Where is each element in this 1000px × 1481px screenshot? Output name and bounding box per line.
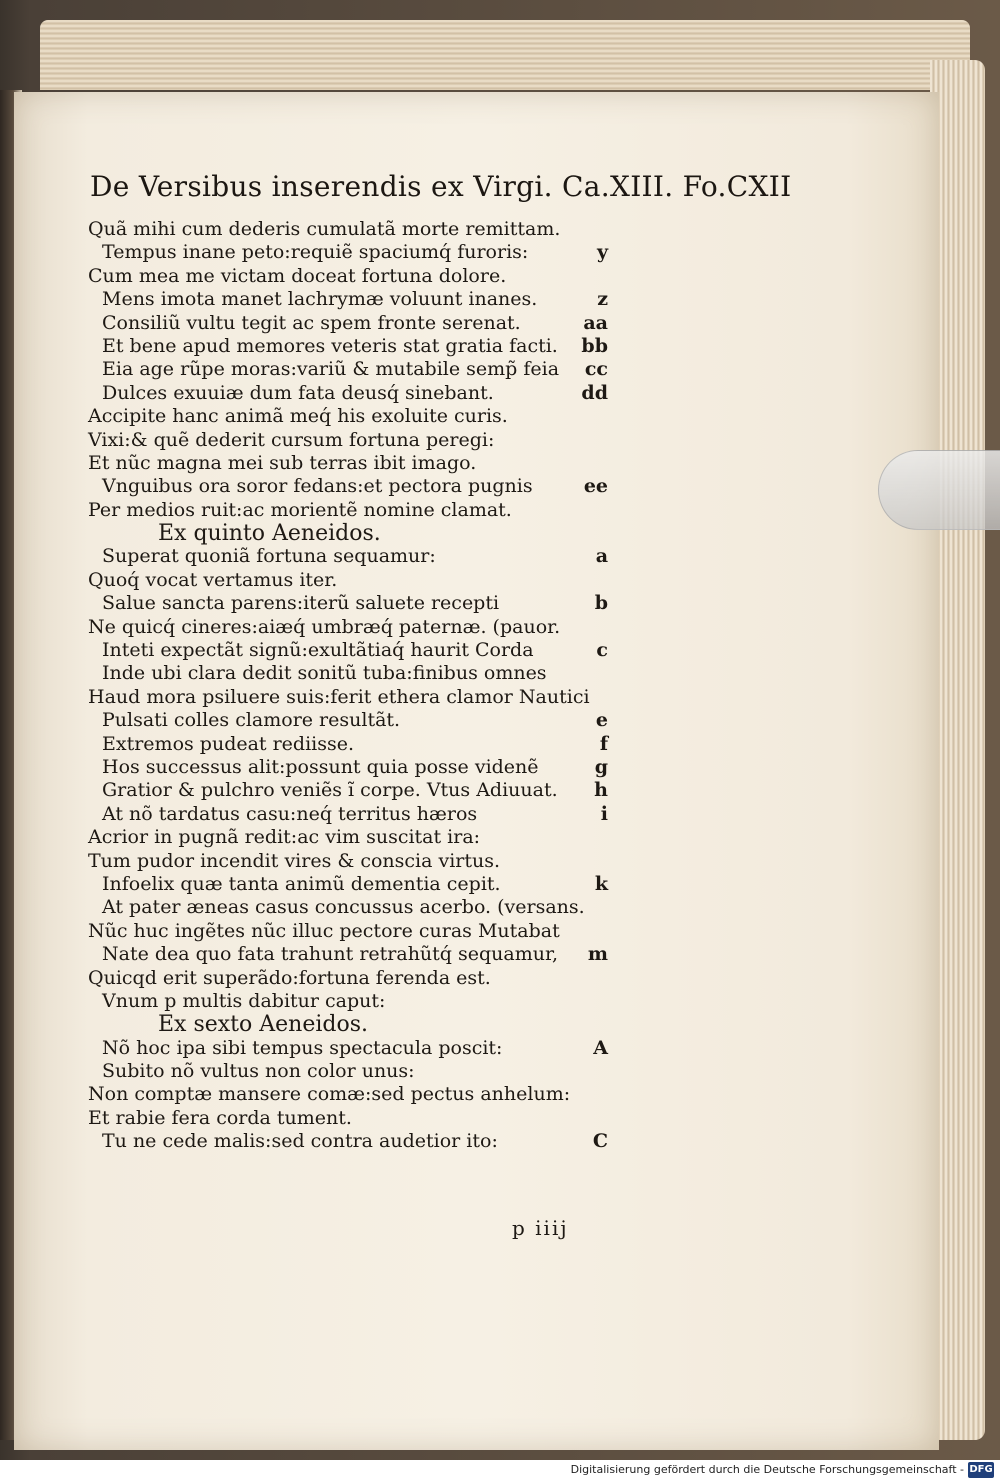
verse-text: Accipite hanc animã meq́ his exoluite curis. bbox=[88, 405, 508, 428]
verse-text: Dulces exuuiæ dum fata deusq́ sinebant. bbox=[102, 381, 494, 404]
verse-lines bbox=[88, 218, 608, 1154]
verse-line bbox=[88, 662, 608, 685]
verse-text: Inteti expectãt signũ:exultãtiaq́ haurit Corda bbox=[102, 639, 534, 662]
verse-line bbox=[88, 686, 608, 709]
margin-note: A bbox=[593, 1036, 608, 1059]
verse-text: Non comptæ mansere comæ:sed pectus anhelum: bbox=[88, 1083, 571, 1106]
verse-line bbox=[88, 920, 608, 943]
verse-line bbox=[88, 265, 608, 288]
margin-note: z bbox=[597, 288, 608, 311]
margin-note: f bbox=[599, 732, 608, 755]
verse-text: Et bene apud memores veteris stat gratia facti. bbox=[102, 334, 558, 357]
verse-line bbox=[88, 499, 608, 522]
margin-note: ee bbox=[583, 475, 608, 498]
margin-note: dd bbox=[581, 381, 608, 404]
margin-note: e bbox=[595, 709, 608, 732]
section-heading bbox=[88, 1013, 608, 1036]
verse-text: Superat quoniã fortuna sequamur: bbox=[102, 545, 436, 568]
verse-text: At nõ tardatus casu:neq́ territus hæros bbox=[102, 802, 478, 825]
margin-note: h bbox=[594, 779, 608, 802]
verse-text: Vnguibus ora soror fedans:et pectora pugnis bbox=[102, 475, 533, 498]
verse-text: Nate dea quo fata trahunt retrahũtq́ sequamur, bbox=[102, 943, 559, 966]
verse-text: Gratior & pulchro veniẽs ĩ corpe. Vtus Adiuuat. bbox=[102, 779, 558, 802]
margin-note: c bbox=[596, 639, 608, 662]
verse-text: Ne quicq́ cineres:aiæq́ umbræq́ paternæ. (pauor. bbox=[88, 615, 561, 638]
verse-line bbox=[88, 779, 608, 802]
margin-note: m bbox=[587, 943, 608, 966]
verse-text: Cum mea me victam doceat fortuna dolore. bbox=[88, 264, 507, 287]
verse-text: Extremos pudeat rediisse. bbox=[102, 732, 355, 755]
verse-line bbox=[88, 1060, 608, 1083]
verse-line bbox=[88, 1037, 608, 1060]
verse-text: Tum pudor incendit vires & conscia virtus. bbox=[88, 849, 501, 872]
verse-line bbox=[88, 569, 608, 592]
verse-text: Vnum p multis dabitur caput: bbox=[102, 989, 386, 1012]
verse-line bbox=[88, 288, 608, 311]
verse-line bbox=[88, 358, 608, 381]
verse-text: Nõ hoc ipa sibi tempus spectacula poscit: bbox=[102, 1036, 503, 1059]
verse-text: At pater æneas casus concussus acerbo. (versans. bbox=[102, 896, 585, 919]
verse-text: Eia age rũpe moras:variũ & mutabile semp̃ feia bbox=[102, 358, 560, 381]
verse-text: Et nũc magna mei sub terras ibit imago. bbox=[88, 451, 477, 474]
margin-note: g bbox=[594, 755, 608, 778]
verse-line bbox=[88, 382, 608, 405]
verse-text: Acrior in pugnã redit:ac vim suscitat ira: bbox=[88, 826, 481, 849]
verse-text: Pulsati colles clamore resultãt. bbox=[102, 709, 401, 732]
verse-text: Et rabie fera corda tument. bbox=[88, 1106, 352, 1129]
page-clamp bbox=[878, 450, 1000, 530]
verse-line bbox=[88, 639, 608, 662]
section-heading bbox=[88, 522, 608, 545]
verse-text: Ex sexto Aeneidos. bbox=[158, 1012, 368, 1038]
margin-note: b bbox=[594, 592, 608, 615]
signature-mark: p iiij bbox=[512, 1216, 569, 1240]
verse-line bbox=[88, 1130, 608, 1153]
verse-line bbox=[88, 475, 608, 498]
verse-line bbox=[88, 896, 608, 919]
verse-line bbox=[88, 826, 608, 849]
margin-note: y bbox=[596, 241, 608, 264]
verse-text: Per medios ruit:ac morientẽ nomine clamat. bbox=[88, 498, 512, 521]
verse-line bbox=[88, 405, 608, 428]
verse-line bbox=[88, 1107, 608, 1130]
verse-line bbox=[88, 545, 608, 568]
verse-text: Quoq́ vocat vertamus iter. bbox=[88, 568, 338, 591]
verse-text: Haud mora psiluere suis:ferit ethera clamor Nautici bbox=[88, 685, 590, 708]
verse-line bbox=[88, 429, 608, 452]
verse-line bbox=[88, 943, 608, 966]
verse-line bbox=[88, 452, 608, 475]
verse-line bbox=[88, 218, 608, 241]
verse-text: Tempus inane peto:requiẽ spaciumq́ furoris: bbox=[102, 241, 529, 264]
verse-text: Ex quinto Aeneidos. bbox=[158, 521, 381, 547]
verse-line bbox=[88, 1083, 608, 1106]
verse-line bbox=[88, 592, 608, 615]
margin-note: aa bbox=[583, 311, 608, 334]
verse-line bbox=[88, 312, 608, 335]
verse-text: Quicqd erit superãdo:fortuna ferenda est. bbox=[88, 966, 491, 989]
verse-line bbox=[88, 850, 608, 873]
running-header: De Versibus inserendis ex Virgi. Ca.XIII. Fo.CXII bbox=[90, 170, 792, 203]
margin-note: bb bbox=[581, 334, 608, 357]
verse-line bbox=[88, 733, 608, 756]
verse-text: Hos successus alit:possunt quia posse videnẽ bbox=[102, 755, 539, 778]
verse-text: Mens imota manet lachrymæ voluunt inanes. bbox=[102, 288, 538, 311]
verse-text: Salue sancta parens:iterũ saluete recepti bbox=[102, 592, 500, 615]
verse-line bbox=[88, 709, 608, 732]
verse-line bbox=[88, 803, 608, 826]
footer-bar bbox=[0, 1460, 1000, 1481]
funding-credit: Digitalisierung gefördert durch die Deutsche Forschungsgemeinschaft - bbox=[570, 1463, 964, 1476]
verse-text: Inde ubi clara dedit sonitũ tuba:finibus omnes bbox=[102, 662, 547, 685]
verse-text: Quã mihi cum dederis cumulatã morte remittam. bbox=[88, 218, 561, 240]
margin-note: a bbox=[595, 545, 608, 568]
verse-text: Tu ne cede malis:sed contra audetior ito: bbox=[102, 1130, 498, 1153]
verse-line bbox=[88, 873, 608, 896]
dfg-logo: DFG bbox=[968, 1462, 994, 1478]
book-top-edge bbox=[40, 20, 970, 90]
verse-line bbox=[88, 616, 608, 639]
margin-note: cc bbox=[584, 358, 608, 381]
verse-line bbox=[88, 241, 608, 264]
verse-text: Subito nõ vultus non color unus: bbox=[102, 1060, 415, 1083]
margin-note: i bbox=[600, 802, 608, 825]
verse-line bbox=[88, 756, 608, 779]
margin-note: k bbox=[594, 872, 608, 895]
verse-line bbox=[88, 990, 608, 1013]
margin-note: C bbox=[592, 1130, 608, 1153]
verse-text: Nũc huc ingẽtes nũc illuc pectore curas Mutabat bbox=[88, 919, 560, 942]
verse-text: Consiliũ vultu tegit ac spem fronte serenat. bbox=[102, 311, 521, 334]
verse-line bbox=[88, 967, 608, 990]
verse-text: Vixi:& quẽ dederit cursum fortuna peregi: bbox=[88, 428, 495, 451]
verse-line bbox=[88, 335, 608, 358]
verse-text: Infoelix quæ tanta animũ dementia cepit. bbox=[102, 872, 501, 895]
